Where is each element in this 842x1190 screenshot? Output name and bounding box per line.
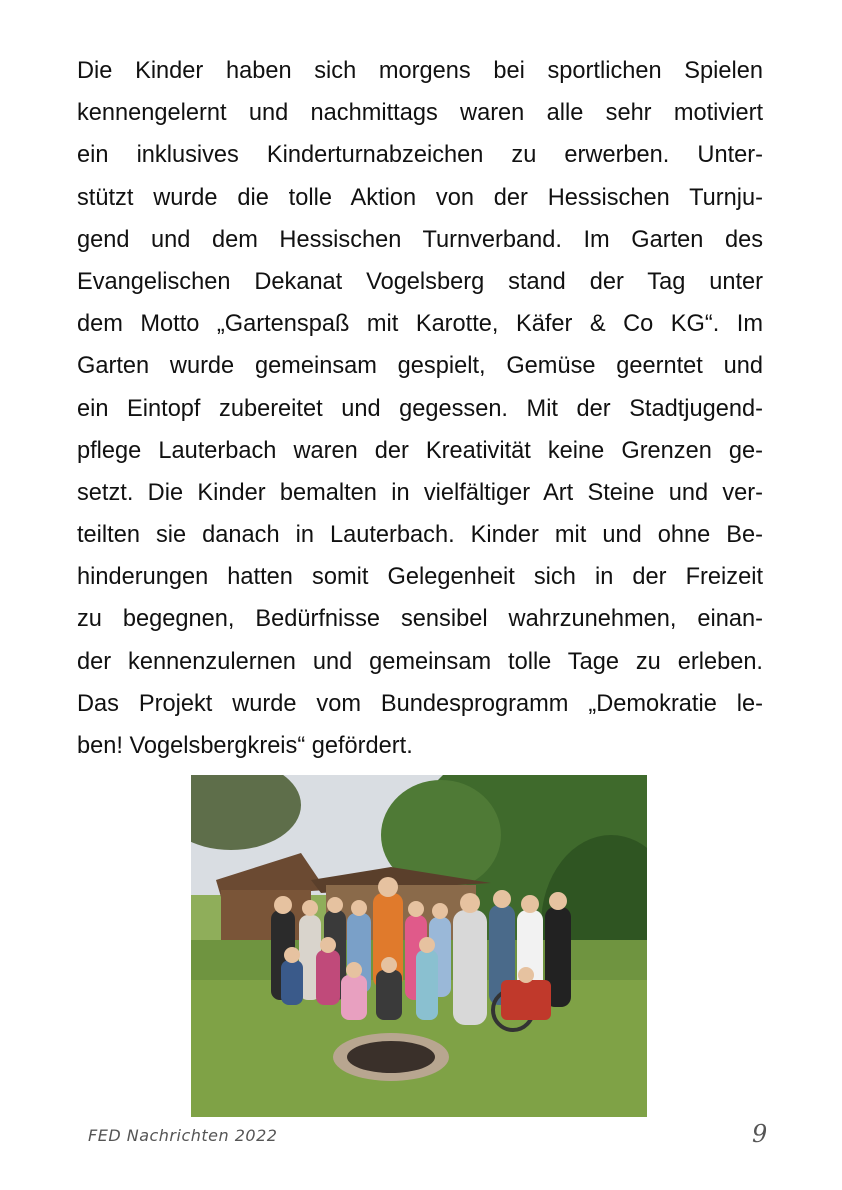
page-number: 9	[752, 1120, 768, 1148]
body-line: Die Kinder haben sich morgens bei sportlichen Spielen	[77, 58, 763, 84]
body-line: dem Motto „Gartenspaß mit Karotte, Käfer & Co KG“. Im	[77, 311, 763, 338]
body-line: stützt wurde die tolle Aktion von der Hessischen Turnju-	[77, 184, 763, 211]
group-photo	[191, 775, 647, 1117]
body-line: teilten sie danach in Lauterbach. Kinder mit und ohne Be-	[77, 522, 763, 549]
body-line: kennengelernt und nachmittags waren alle sehr motiviert	[77, 100, 763, 127]
body-line: pflege Lauterbach waren der Kreativität keine Grenzen ge-	[77, 437, 763, 464]
body-line: ben! Vogelsbergkreis“ gefördert.	[77, 733, 413, 759]
body-line: ein inklusives Kinderturnabzeichen zu erwerben. Unter-	[77, 142, 763, 169]
body-line: gend und dem Hessischen Turnverband. Im Garten des	[77, 226, 763, 253]
body-line: Evangelischen Dekanat Vogelsberg stand der Tag unter	[77, 268, 763, 295]
body-line: Garten wurde gemeinsam gespielt, Gemüse geerntet und	[77, 353, 763, 380]
body-line: hinderungen hatten somit Gelegenheit sich in der Freizeit	[77, 564, 763, 591]
body-line: Das Projekt wurde vom Bundesprogramm „Demokratie le-	[77, 690, 763, 717]
body-line: ein Eintopf zubereitet und gegessen. Mit der Stadtjugend-	[77, 395, 763, 422]
body-line: zu begegnen, Bedürfnisse sensibel wahrzunehmen, einan-	[77, 606, 763, 633]
body-line: setzt. Die Kinder bemalten in vielfältiger Art Steine und ver-	[77, 479, 763, 506]
body-line: der kennenzulernen und gemeinsam tolle Tage zu erleben.	[77, 648, 763, 675]
article-body	[77, 50, 763, 767]
footer-publication: FED Nachrichten 2022	[88, 1126, 278, 1145]
